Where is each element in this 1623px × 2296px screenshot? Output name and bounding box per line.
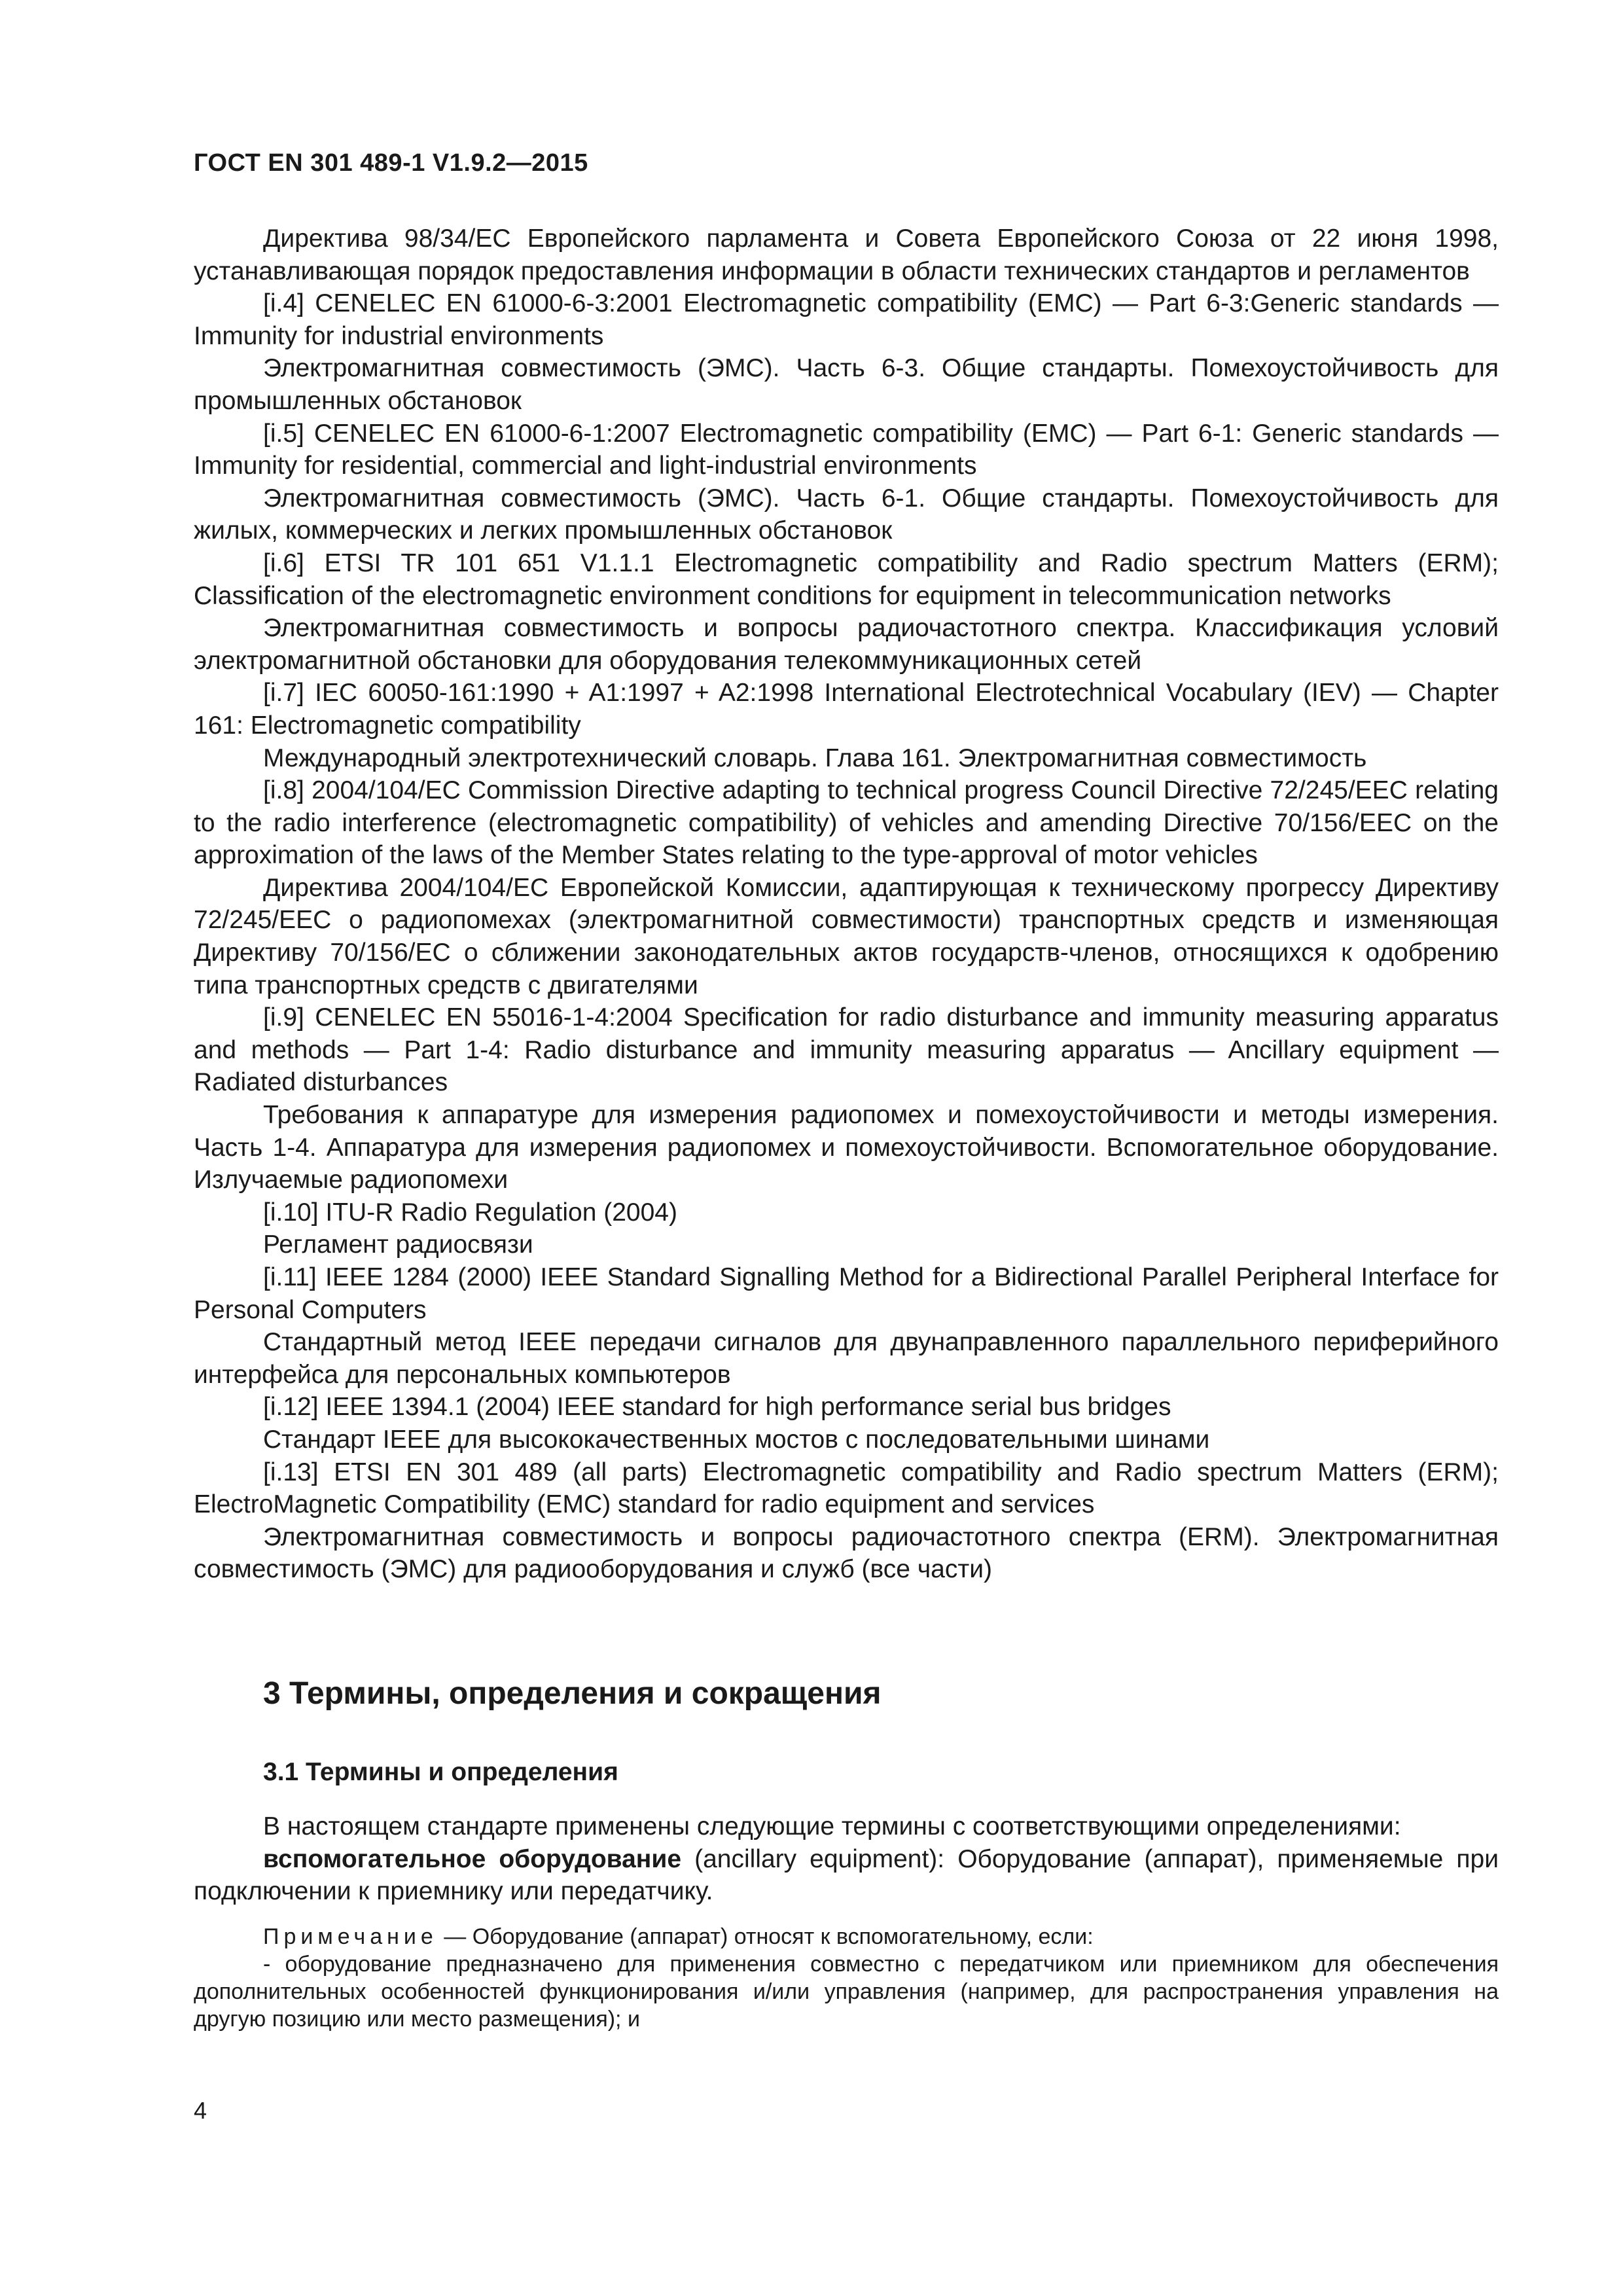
bibliography-entry: [i.5] CENELEC EN 61000-6-1:2007 Electromagnetic compatibility (EMC) — Part 6-1: Generic standards — Immunity for residential, commercial and light-industrial environments — [194, 419, 1499, 480]
page-number: 4 — [194, 2097, 207, 2124]
bibliography-entry: Международный электротехнический словарь. Глава 161. Электромагнитная совместимость — [263, 744, 1367, 772]
section-heading: 3 Термины, определения и сокращения — [263, 1676, 882, 1711]
bibliography-entry: [i.7] IEC 60050-161:1990 + A1:1997 + A2:1998 International Electrotechnical Vocabulary (IEV) — Chapter 161: Electromagnetic compatibility — [194, 679, 1499, 740]
note-label: Примечание — [263, 1924, 438, 1949]
bibliography-entry: Электромагнитная совместимость (ЭМС). Часть 6-1. Общие стандарты. Помехоустойчивость для жилых, коммерческих и легких промышленных обстановок — [194, 484, 1499, 545]
definition-text: (ancillary equipment): Оборудование (аппарат), применяемые при подключении к приемнику или передатчику. — [194, 1844, 1499, 1906]
bibliography-entry: Электромагнитная совместимость и вопросы радиочастотного спектра. Классификация условий электромагнитной обстановки для оборудования телекоммуникационных сетей — [194, 614, 1499, 675]
definition-term: вспомогательное оборудование — [263, 1844, 682, 1873]
bibliography-entry: Электромагнитная совместимость и вопросы радиочастотного спектра (ERM). Электромагнитная совместимость (ЭМС) для радиооборудования и служб (все части) — [194, 1522, 1499, 1584]
bibliography-entry: Стандарт IEEE для высококачественных мостов с последовательными шинами — [263, 1425, 1210, 1454]
definitions-intro: В настоящем стандарте применены следующие термины с соответствующими определениями: — [263, 1812, 1401, 1840]
definition-entry — [194, 1843, 1499, 1908]
bibliography-entry: [i.12] IEEE 1394.1 (2004) IEEE standard for high performance serial bus bridges — [263, 1393, 1171, 1422]
note-item: - оборудование предназначено для применения совместно с передатчиком или приемником для обеспечения дополнительных особенностей функционирования и/или управления (например, для распространения управления на другую позицию или место размещения); и — [194, 1952, 1499, 2032]
bibliography-entry: Регламент радиосвязи — [263, 1230, 533, 1259]
note-block — [194, 1923, 1499, 2033]
bibliography-entry: [i.6] ETSI TR 101 651 V1.1.1 Electromagnetic compatibility and Radio spectrum Matters (ERM); Classification of the electromagnetic environment conditions for equipment in telecommunication networks — [194, 548, 1499, 610]
bibliography-entry: [i.10] ITU-R Radio Regulation (2004) — [263, 1198, 677, 1227]
bibliography-entry: Стандартный метод IEEE передачи сигналов для двунаправленного параллельного периферийного интерфейса для персональных компьютеров — [194, 1328, 1499, 1389]
bibliography-entry: [i.13] ETSI EN 301 489 (all parts) Electromagnetic compatibility and Radio spectrum Matters (ERM); ElectroMagnetic Compatibility (EMC) standard for radio equipment and services — [194, 1458, 1499, 1519]
bibliography-entry: [i.9] CENELEC EN 55016-1-4:2004 Specification for radio disturbance and immunity measuring apparatus and methods — Part 1-4: Radio disturbance and immunity measuring apparatus — Ancillary equipment — Radiated disturbances — [194, 1003, 1499, 1097]
definitions-block — [194, 1810, 1499, 1908]
bibliography-entry: [i.8] 2004/104/EC Commission Directive adapting to technical progress Council Directive 72/245/EEC relating to the radio interference (electromagnetic compatibility) of vehicles and amending Directive 70/156/EEC on the approximation of the laws of the Member States relating to the type-approval of motor vehicles — [194, 776, 1499, 870]
bibliography-block — [194, 223, 1499, 1586]
bibliography-entry: [i.4] CENELEC EN 61000-6-3:2001 Electromagnetic compatibility (EMC) — Part 6-3:Generic standards — Immunity for industrial environments — [194, 289, 1499, 350]
note-line — [194, 1923, 1499, 1950]
bibliography-entry: Директива 98/34/ЕС Европейского парламента и Совета Европейского Союза от 22 июня 1998, устанавливающая порядок предоставления информации в области технических стандартов и регламентов — [194, 224, 1499, 285]
bibliography-entry: Требования к аппаратуре для измерения радиопомех и помехоустойчивости и методы измерения. Часть 1-4. Аппаратура для измерения радиопомех и помехоустойчивости. Вспомогательное оборудование. Излучаемые радиопомехи — [194, 1101, 1499, 1194]
bibliography-entry: Директива 2004/104/ЕС Европейской Комиссии, адаптирующая к техническому прогрессу Директиву 72/245/EEC о радиопомехах (электромагнитной совместимости) транспортных средств и изменяющая Директиву 70/156/ЕС о сближении законодательных актов государств-членов, относящихся к одобрению типа транспортных средств с двигателями — [194, 873, 1499, 999]
note-text: — Оборудование (аппарат) относят к вспомогательному, если: — [437, 1924, 1094, 1949]
bibliography-entry: [i.11] IEEE 1284 (2000) IEEE Standard Signalling Method for a Bidirectional Parallel Peripheral Interface for Personal Computers — [194, 1263, 1499, 1324]
document-header: ГОСТ EN 301 489-1 V1.9.2—2015 — [194, 149, 588, 177]
subsection-heading: 3.1 Термины и определения — [263, 1758, 618, 1786]
bibliography-entry: Электромагнитная совместимость (ЭМС). Часть 6-3. Общие стандарты. Помехоустойчивость для промышленных обстановок — [194, 354, 1499, 415]
